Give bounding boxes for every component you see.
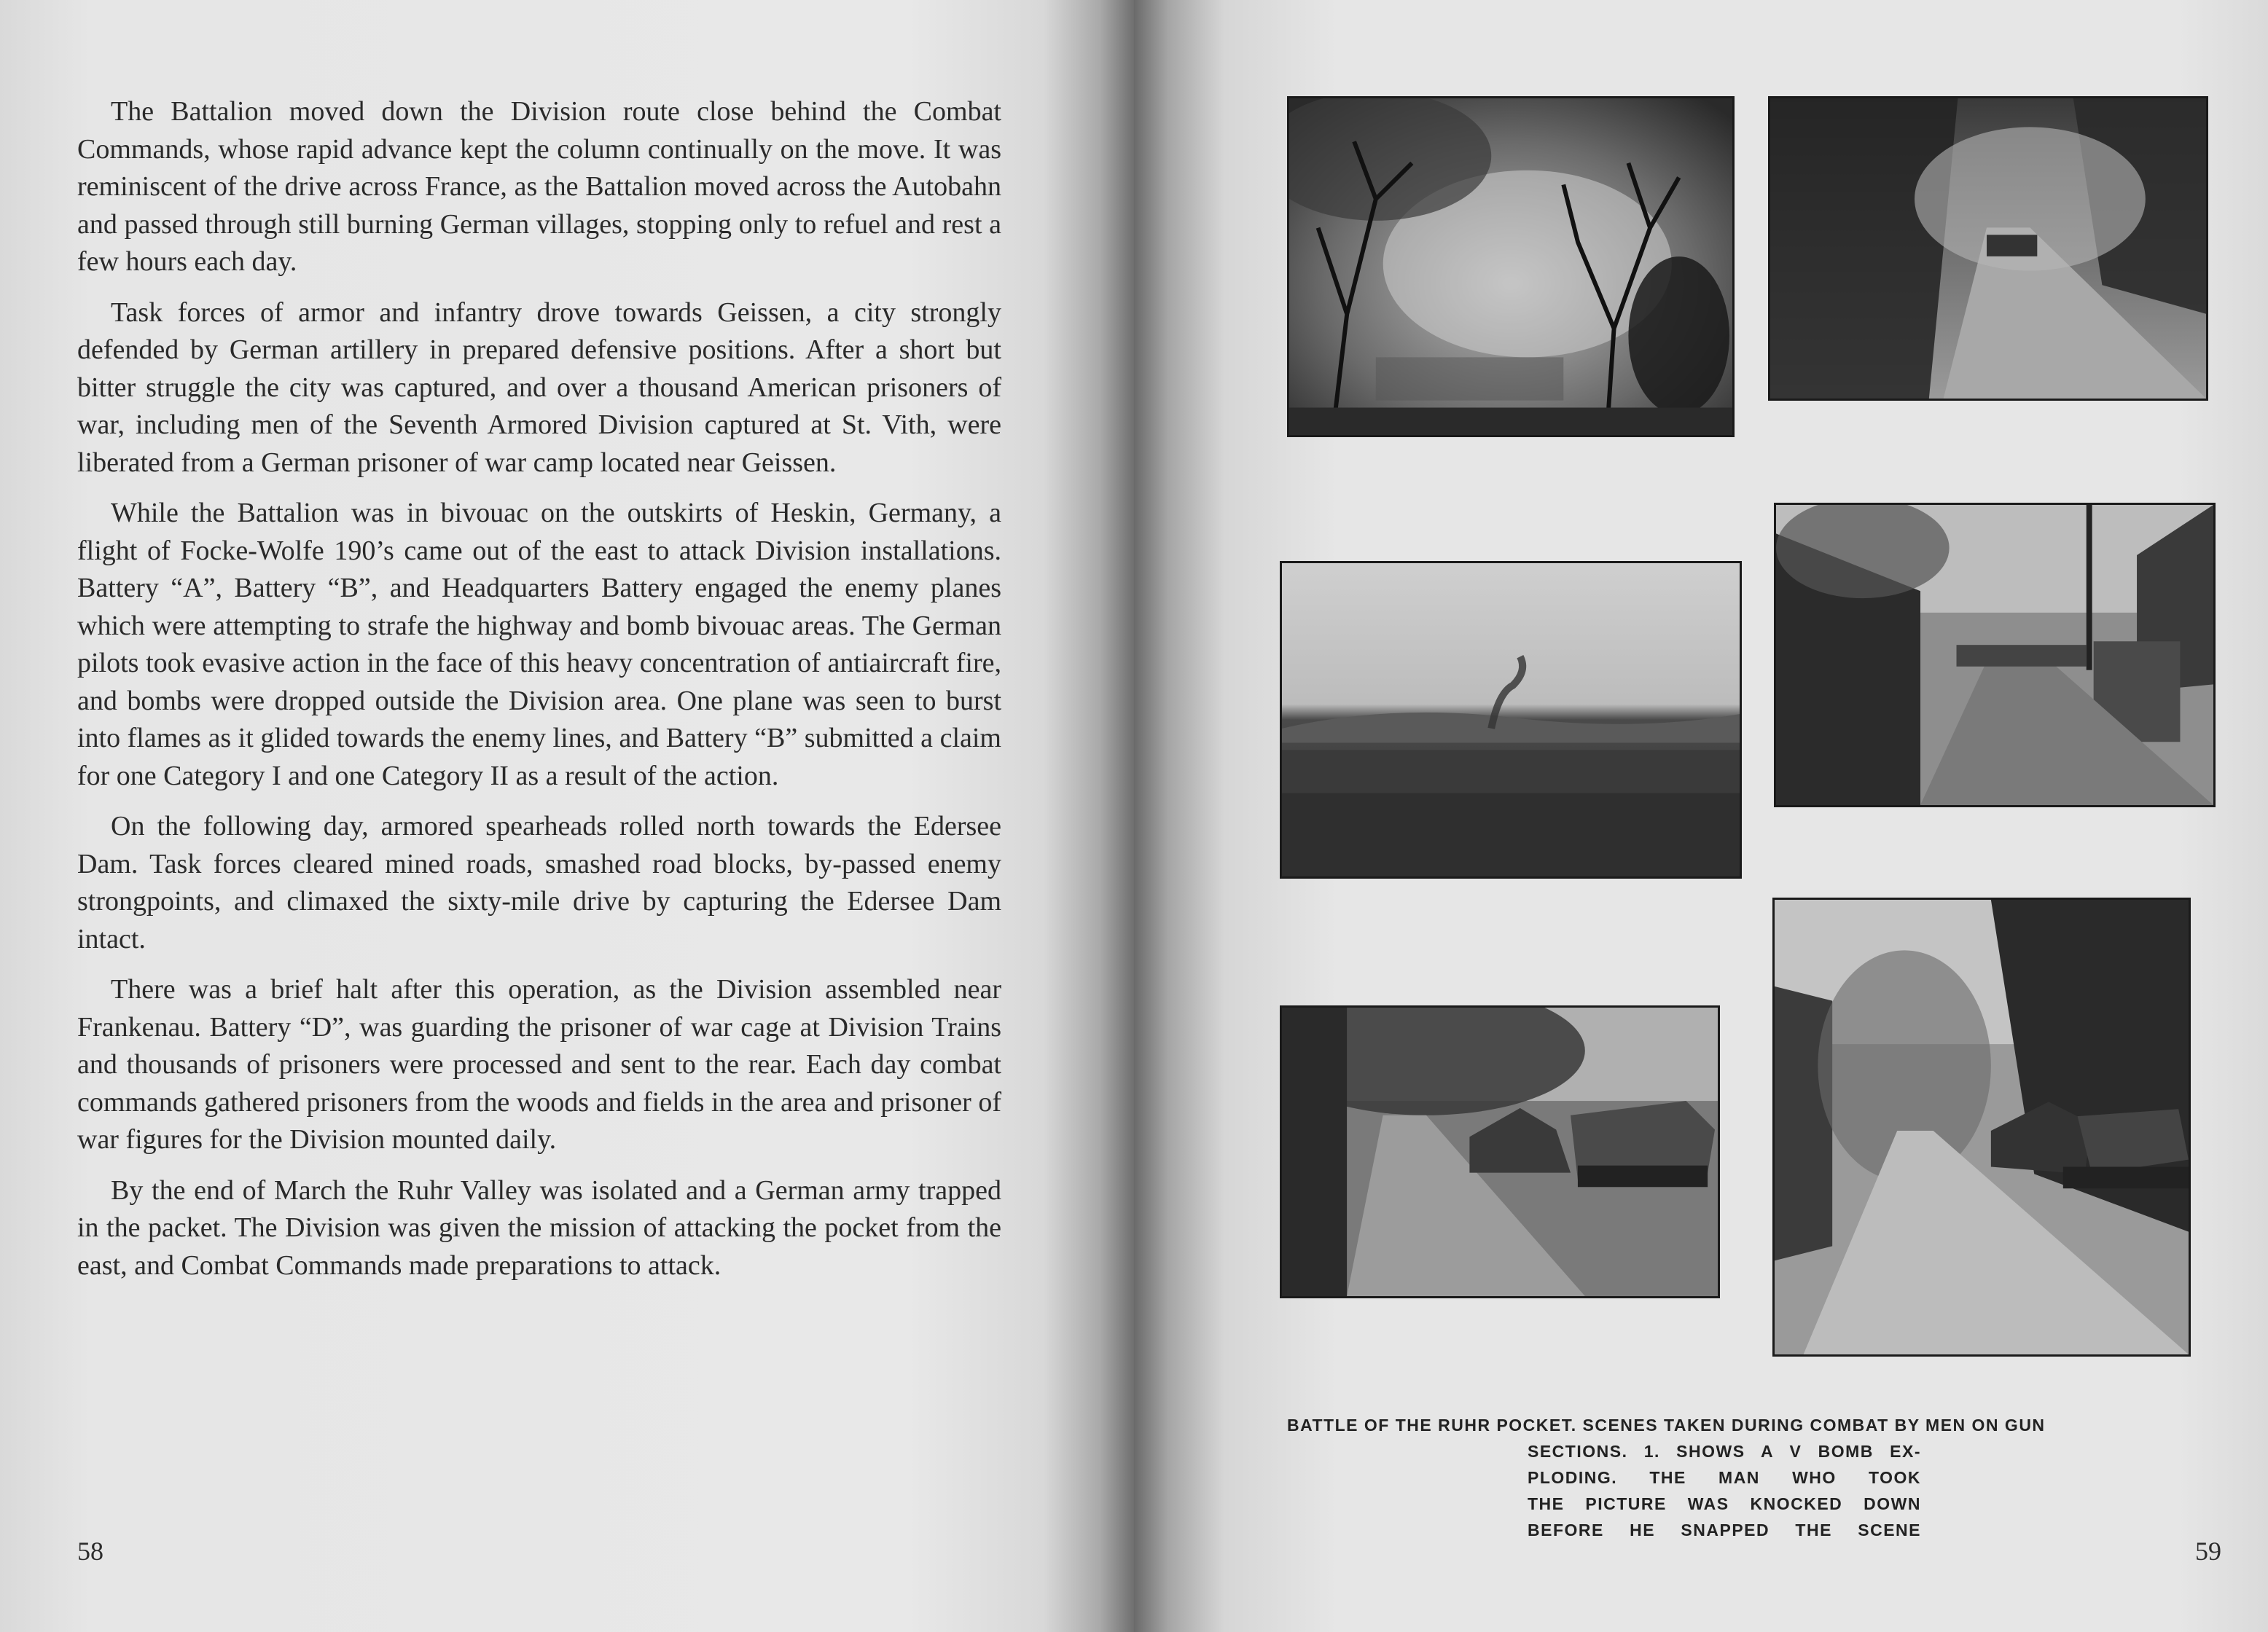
page-number-right: 59 xyxy=(2195,1537,2221,1566)
paragraph-4: On the following day, armored spearheads rolled north towards the Edersee Dam. Task forces cleared mined roads, smashed road blocks, by-passed enemy strongpoints, and climaxed the sixty-mile drive by capturing the Edersee Dam intact. xyxy=(77,811,1001,954)
village-street-photo xyxy=(1774,503,2216,807)
caption-line-1: BATTLE OF THE RUHR POCKET. SCENES TAKEN DURING COMBAT BY MEN ON GUN xyxy=(1287,1416,2046,1435)
forest-road-wrecks-photo xyxy=(1772,898,2191,1357)
caption-line-2: SECTIONS. 1. SHOWS A V BOMB EX- xyxy=(1528,1442,1921,1461)
paragraph-2: Task forces of armor and infantry drove towards Geissen, a city strongly defended by German artillery in prepared defensive positions. After a short but bitter struggle the city was captured, and over a thousand American prisoners of war, including men of the Seventh Armored Division captured at St. Vith, were liberated from a German prisoner of war camp located near Geissen. xyxy=(77,297,1001,478)
caption-line-5: BEFORE HE SNAPPED THE SCENE xyxy=(1528,1521,1921,1539)
paragraph-5: There was a brief halt after this operation, as the Division assembled near Frankenau. Battery “D”, was guarding the prisoner of war cage at Division Trains and thousands of prisoners were processed and sent to the rear. Each day combat commands gathered prisoners from the woods and fields in the area and prisoner of war figures for the Division mounted daily. xyxy=(77,974,1001,1155)
smoky-road-photo xyxy=(1768,96,2208,401)
photo-caption xyxy=(1287,1412,2147,1543)
caption-line-3: PLODING. THE MAN WHO TOOK xyxy=(1528,1468,1921,1487)
paragraph-1: The Battalion moved down the Division route close behind the Combat Commands, whose rapid advance kept the column continually on the move. It was reminiscent of the drive across France, as the Battalion moved across the Autobahn and passed through still burning German villages, stopping only to refuel and rest a few hours each day. xyxy=(77,96,1001,277)
body-text xyxy=(77,93,1001,1298)
right-page xyxy=(1134,0,2268,1632)
paragraph-6: By the end of March the Ruhr Valley was isolated and a German army trapped in the packet. The Division was given the mission of attacking the pocket from the east, and Combat Commands made preparations to attack. xyxy=(77,1174,1001,1281)
page-number-left: 58 xyxy=(77,1537,103,1566)
burning-trees-photo xyxy=(1287,96,1735,437)
paragraph-3: While the Battalion was in bivouac on the outskirts of Heskin, Germany, a flight of Focke-Wolfe 190’s came out of the east to attack Division installations. Battery “A”, Battery “B”, and Headquarters Battery engaged the enemy planes which were attempting to strafe the highway and bomb bivouac areas. The German pilots took evasive action in the face of this heavy concentration of antiaircraft fire, and bombs were dropped outside the Division area. One plane was seen to burst into flames as it glided towards the enemy lines, and Battery “B” submitted a claim for one Category I and one Category II as a result of the action. xyxy=(77,498,1001,791)
wrecked-vehicles-road-photo xyxy=(1280,1005,1720,1298)
field-v-bomb-photo xyxy=(1280,561,1742,879)
caption-line-4: THE PICTURE WAS KNOCKED DOWN xyxy=(1528,1494,1921,1513)
